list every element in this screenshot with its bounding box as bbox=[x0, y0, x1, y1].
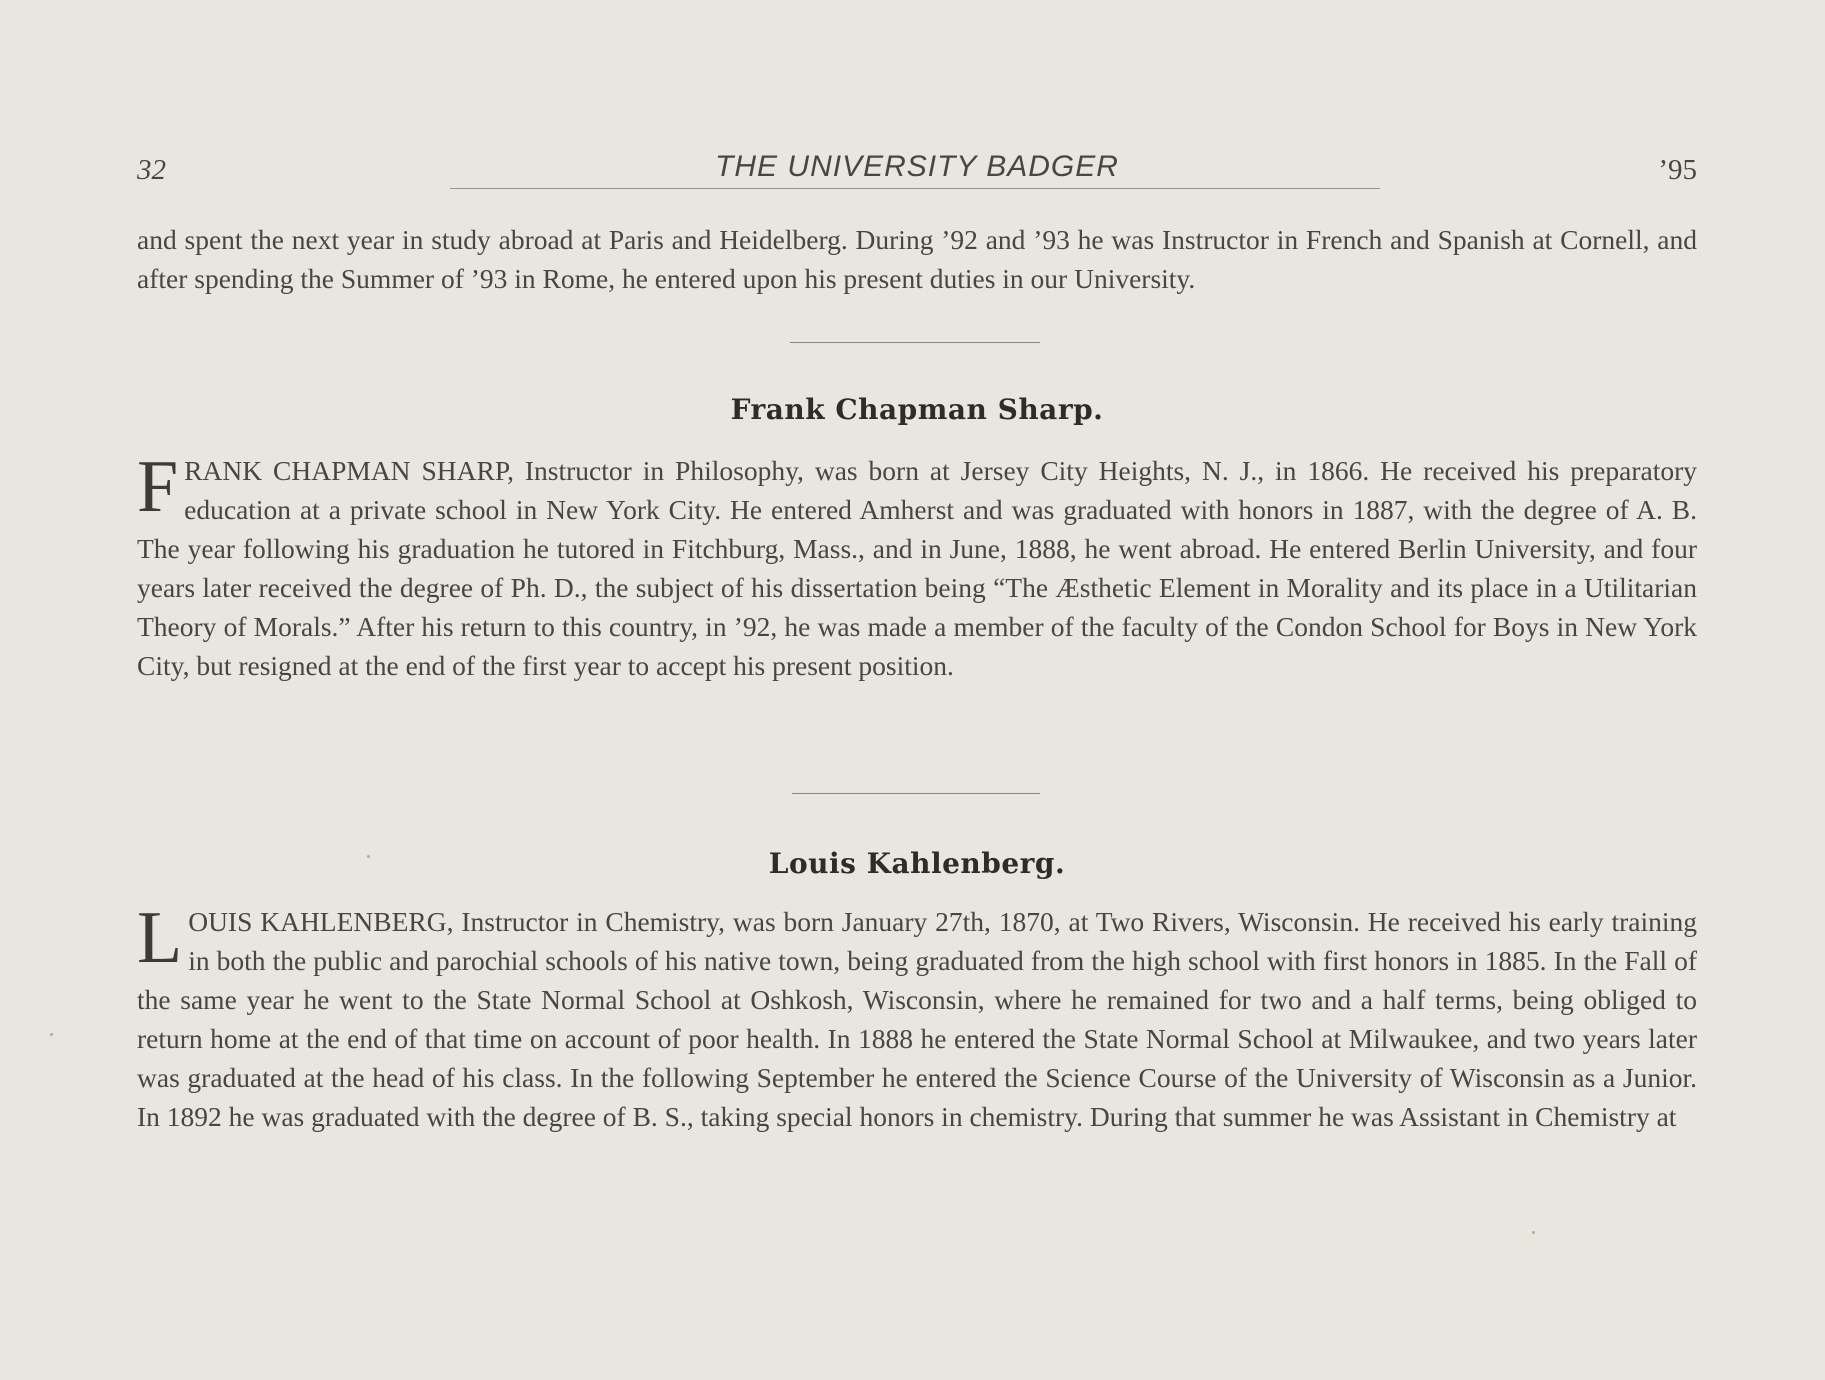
running-header bbox=[137, 150, 1697, 194]
year-label: ’95 bbox=[1658, 154, 1697, 186]
sharp-text: RANK CHAPMAN SHARP, Instructor in Philosophy, was born at Jersey City Heights, N. J., in 1866. He received his preparatory education at a private school in New York City. He entered Amherst and was graduated with honors in 1887, with the degree of A. B. The year following his graduation he tutored in Fitchburg, Mass., and in June, 1888, he went abroad. He entered Berlin University, and four years later received the degree of Ph. D., the subject of his dissertation being “The Æsthetic Element in Morality and its place in a Utilitarian Theory of Morals.” After his return to this country, in ’92, he was made a member of the faculty of the Condon School for Boys in New York City, but resigned at the end of the first year to accept his present position. bbox=[137, 455, 1697, 681]
intro-paragraph bbox=[137, 220, 1697, 298]
section-heading-sharp: Frank Chapman Sharp. bbox=[730, 393, 1104, 426]
section-divider bbox=[792, 793, 1040, 794]
paper-speck bbox=[50, 1033, 53, 1036]
intro-text: and spent the next year in study abroad at Paris and Heidelberg. During ’92 and ’93 he was Instructor in French and Spanish at Cornell, and after spending the Summer of ’93 in Rome, he entered upon his present duties in our University. bbox=[137, 224, 1697, 294]
drop-cap: F bbox=[137, 446, 179, 528]
paper-speck bbox=[367, 855, 370, 858]
paper-speck bbox=[1532, 1231, 1535, 1234]
page-number: 32 bbox=[137, 154, 166, 186]
kahlenberg-text: OUIS KAHLENBERG, Instructor in Chemistry, was born January 27th, 1870, at Two Rivers, Wisconsin. He received his early training in both the public and parochial schools of his native town, being graduated from the high school with first honors in 1885. In the Fall of the same year he went to the State Normal School at Oshkosh, Wisconsin, where he remained for two and a half terms, being obliged to return home at the end of that time on account of poor health. In 1888 he entered the State Normal School at Milwaukee, and two years later was graduated at the head of his class. In the following September he entered the Science Course of the University of Wisconsin as a Junior. In 1892 he was graduated with the degree of B. S., taking special honors in chemistry. During that summer he was Assistant in Chemistry at bbox=[137, 906, 1697, 1132]
section-divider bbox=[790, 342, 1040, 343]
running-title: THE UNIVERSITY BADGER bbox=[715, 150, 1119, 183]
kahlenberg-paragraph bbox=[137, 897, 1697, 1136]
sharp-paragraph bbox=[137, 446, 1697, 685]
section-heading-kahlenberg: Louis Kahlenberg. bbox=[768, 847, 1066, 880]
header-rule bbox=[450, 188, 1380, 189]
drop-cap: L bbox=[137, 897, 183, 979]
